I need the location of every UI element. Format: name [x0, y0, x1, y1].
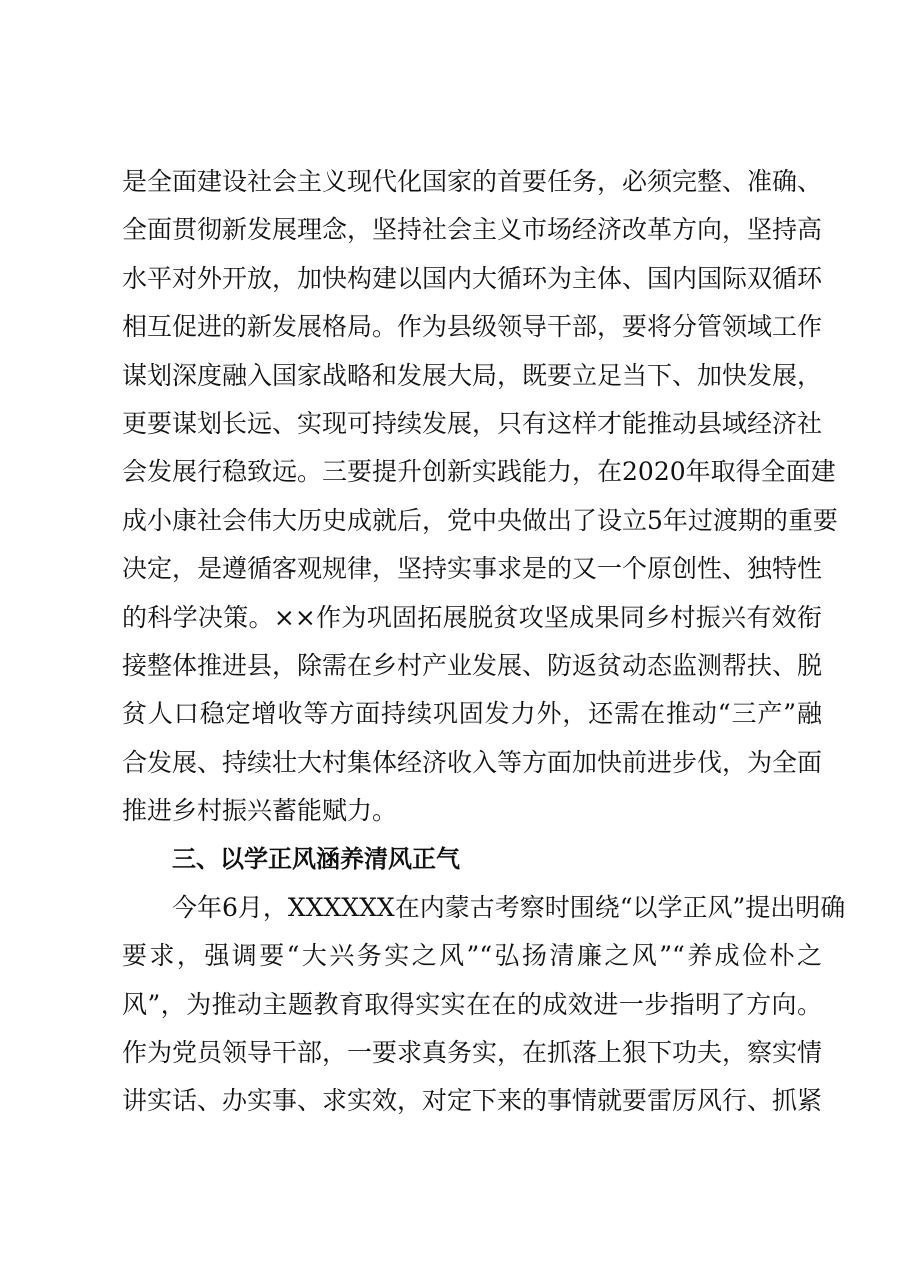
text-line: 接整体推进县，除需在乡村产业发展、防返贫动态监测帮扶、脱 — [122, 650, 823, 680]
text-line: 作为党员领导干部，一要求真务实，在抓落上狠下功夫，察实情 — [122, 1038, 823, 1068]
text-line: 水平对外开放，加快构建以国内大循环为主体、国内国际双循环 — [122, 263, 823, 293]
text-line: 贫人口稳定增收等方面持续巩固发力外，还需在推动“三产”融 — [122, 699, 822, 729]
section-heading: 三、以学正风涵养清风正气 — [172, 845, 460, 874]
text-line: 成小康社会伟大历史成就后，党中央做出了设立5年过渡期的重要 — [122, 505, 838, 535]
text-line: 相互促进的新发展格局。作为县级领导干部，要将分管领域工作 — [122, 312, 823, 342]
text-line: 讲实话、办实事、求实效，对定下来的事情就要雷厉风行、抓紧 — [122, 1086, 823, 1116]
text-line: 要求，强调要“大兴务实之风”“弘扬清廉之风”“养成俭朴之 — [122, 941, 822, 971]
text-line: 的科学决策。××作为巩固拓展脱贫攻坚成果同乡村振兴有效衔 — [122, 602, 822, 632]
text-line: 是全面建设社会主义现代化国家的首要任务，必须完整、准确、 — [122, 167, 823, 196]
text-line: 今年6月，XXXXXX在内蒙古考察时围绕“以学正风”提出明确 — [172, 892, 846, 922]
text-line: 合发展、持续壮大村集体经济收入等方面加快前进步伐，为全面 — [122, 747, 823, 777]
text-line: 全面贯彻新发展理念，坚持社会主义市场经济改革方向，坚持高 — [122, 215, 823, 245]
text-line: 谋划深度融入国家战略和发展大局，既要立足当下、加快发展， — [122, 360, 823, 390]
body-text — [122, 158, 846, 1126]
text-line: 会发展行稳致远。三要提升创新实践能力，在2020年取得全面建 — [122, 457, 836, 487]
text-line: 决定，是遵循客观规律，坚持实事求是的又一个原创性、独特性 — [122, 554, 823, 584]
text-line: 风”，为推动主题教育取得实实在在的成效进一步指明了方向。 — [122, 989, 822, 1019]
text-line: 更要谋划长远、实现可持续发展，只有这样才能推动县域经济社 — [122, 408, 823, 438]
text-line: 推进乡村振兴蓄能赋力。 — [122, 796, 398, 826]
